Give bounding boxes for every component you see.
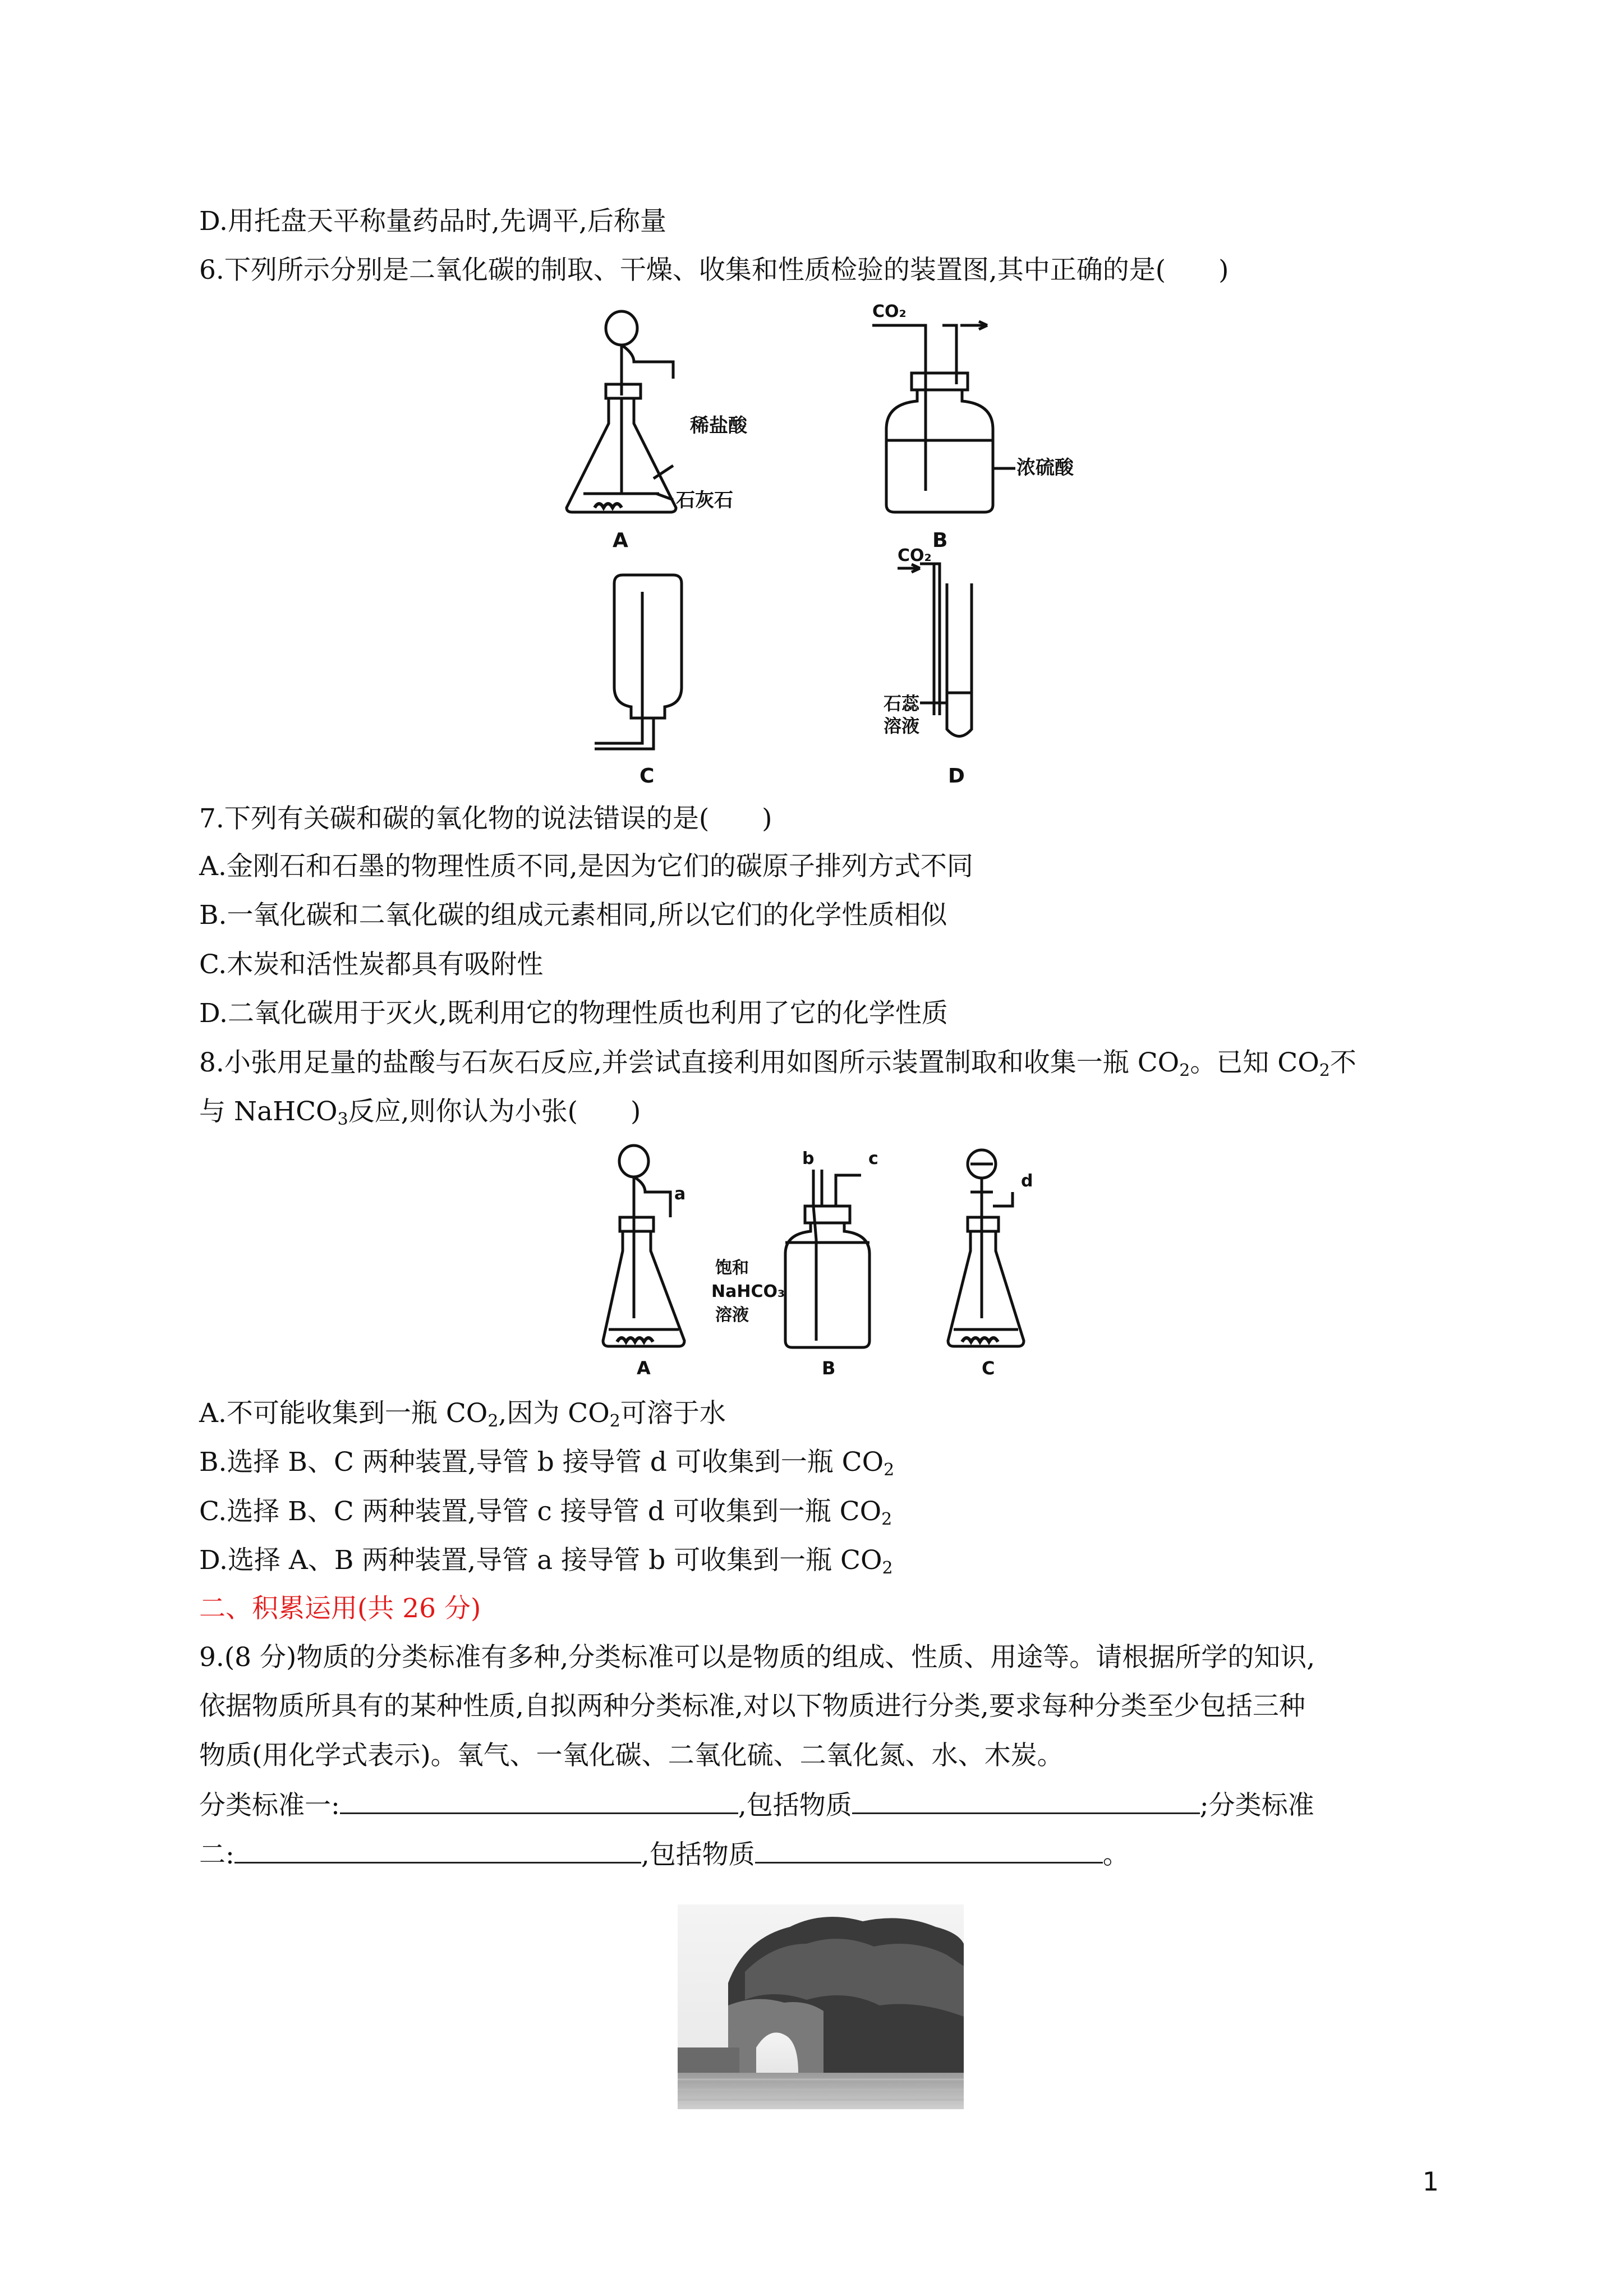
apparatus-a-flask <box>603 1145 684 1346</box>
q9-line3: 物质(用化学式表示)。氧气、一氧化碳、二氧化硫、二氧化氮、水、木炭。 <box>199 1740 1064 1771</box>
q5-option-d: D.用托盘天平称量药品时,先调平,后称量 <box>199 206 666 237</box>
label-b: B <box>932 529 948 552</box>
q8-stem-line2: 与 NaHCO$_3$反应,则你认为小张( ) <box>199 1096 641 1129</box>
q8-option-d: D.选择 A、B 两种装置,导管 a 接导管 b 可收集到一瓶 $CO_2$ <box>199 1545 893 1578</box>
q9-line4: 分类标准一: ,包括物质 ;分类标准 <box>199 1788 1314 1823</box>
label-c: C <box>640 765 655 788</box>
page-number: 1 <box>1422 2166 1439 2197</box>
label-b: B <box>822 1358 836 1379</box>
label-limestone: 石灰石 <box>676 489 733 512</box>
apparatus-b-bottle <box>785 1170 869 1347</box>
q8-figure <box>595 1139 1055 1391</box>
q9-line5: 二: ,包括物质 。 <box>199 1837 1129 1872</box>
apparatus-c-flask <box>948 1150 1024 1346</box>
apparatus-a-flask <box>567 311 676 512</box>
label-d: D <box>948 765 965 788</box>
port-a: a <box>674 1184 686 1204</box>
q9-line1: 9.(8 分)物质的分类标准有多种,分类标准可以是物质的组成、性质、用途等。请根据所学的知识, <box>199 1642 1315 1673</box>
label-co2-b: CO₂ <box>872 302 907 321</box>
port-c: c <box>868 1149 878 1168</box>
label-sat-2: NaHCO₃ <box>711 1282 785 1301</box>
port-b: b <box>802 1149 815 1168</box>
landscape-photo <box>678 1904 964 2109</box>
section-heading: 二、积累运用(共 26 分) <box>199 1593 481 1624</box>
label-h2so4: 浓硫酸 <box>1016 457 1074 479</box>
label-sat-3: 溶液 <box>715 1305 749 1325</box>
label-a: A <box>637 1358 651 1379</box>
q7-option-c: C.木炭和活性炭都具有吸附性 <box>199 949 544 980</box>
answer-blank-1[interactable] <box>340 1788 738 1814</box>
answer-blank-4[interactable] <box>755 1837 1103 1864</box>
q6-stem: 6.下列所示分别是二氧化碳的制取、干燥、收集和性质检验的装置图,其中正确的是( ) <box>199 255 1229 286</box>
label-litmus-1: 石蕊 <box>884 693 920 714</box>
q8-option-c: C.选择 B、C 两种装置,导管 c 接导管 d 可收集到一瓶 $CO_2$ <box>199 1496 892 1529</box>
label-c: C <box>982 1358 995 1379</box>
port-d: d <box>1021 1171 1033 1191</box>
label-litmus-2: 溶液 <box>884 715 920 737</box>
answer-blank-2[interactable] <box>852 1788 1200 1814</box>
q7-stem: 7.下列有关碳和碳的氧化物的说法错误的是( ) <box>199 803 772 834</box>
apparatus-c-bottle <box>595 575 682 749</box>
q7-option-a: A.金刚石和石墨的物理性质不同,是因为它们的碳原子排列方式不同 <box>199 851 973 882</box>
label-co2-d: CO₂ <box>898 546 932 565</box>
q8-stem-line1: 8.小张用足量的盐酸与石灰石反应,并尝试直接利用如图所示装置制取和收集一瓶 $CO_2$。已知 $CO_2$不 <box>199 1047 1356 1080</box>
answer-blank-3[interactable] <box>234 1837 641 1864</box>
apparatus-b-bottle <box>872 321 1015 512</box>
q8-option-b: B.选择 B、C 两种装置,导管 b 接导管 d 可收集到一瓶 $CO_2$ <box>199 1447 895 1480</box>
q6-figure <box>561 300 1088 794</box>
label-sat-1: 饱和 <box>715 1258 749 1278</box>
q9-line2: 依据物质所具有的某种性质,自拟两种分类标准,对以下物质进行分类,要求每种分类至少包括三种 <box>199 1691 1305 1722</box>
q8-option-a: A.不可能收集到一瓶 $CO_2$,因为 $CO_2$可溶于水 <box>199 1398 726 1431</box>
label-hcl: 稀盐酸 <box>690 415 747 437</box>
q7-option-d: D.二氧化碳用于灭火,既利用它的物理性质也利用了它的化学性质 <box>199 998 948 1029</box>
q7-option-b: B.一氧化碳和二氧化碳的组成元素相同,所以它们的化学性质相似 <box>199 900 947 931</box>
label-a: A <box>613 529 628 552</box>
